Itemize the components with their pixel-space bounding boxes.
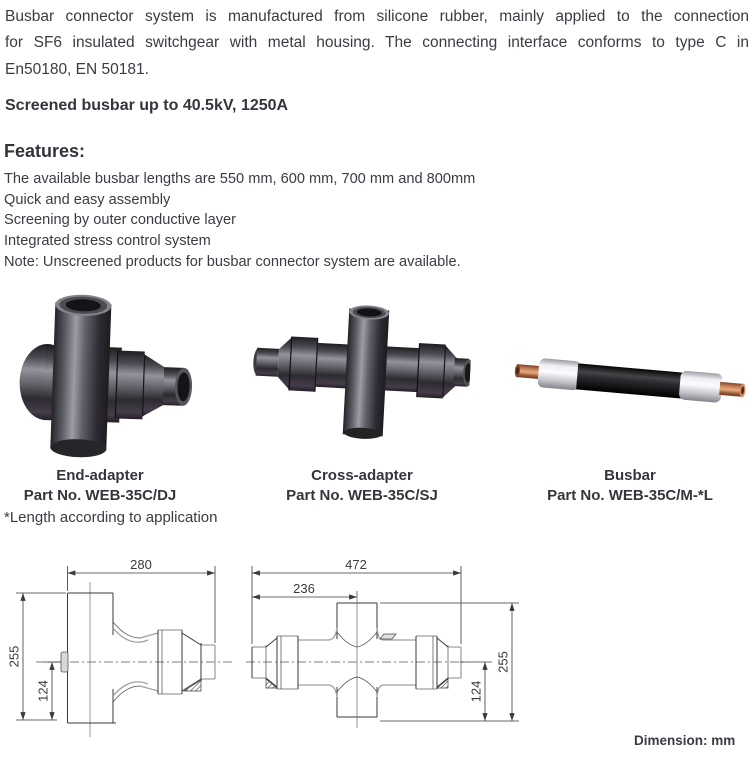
features-list	[4, 169, 475, 273]
product-part-number: Part No. WEB-35C/SJ	[286, 486, 438, 504]
product-part-number: Part No. WEB-35C/DJ	[23, 486, 177, 504]
product-part-number: Part No. WEB-35C/M-*L	[547, 486, 713, 504]
feature-item: Screening by outer conductive layer	[4, 212, 237, 229]
cross-adapter-caption	[262, 466, 462, 505]
busbar-image	[511, 346, 748, 416]
dim-label-236: 236	[293, 581, 315, 596]
intro-line: for SF6 insulated switchgear with metal housing. The connecting interface conforms to type C in	[5, 34, 749, 52]
feature-item: Integrated stress control system	[4, 233, 211, 250]
product-name: Busbar	[604, 467, 656, 484]
busbar-caption	[530, 466, 730, 505]
length-note: *Length according to application	[4, 509, 218, 526]
intro-line: Busbar connector system is manufactured from silicone rubber, mainly applied to the connection	[5, 8, 749, 25]
intro-paragraph	[5, 4, 749, 83]
dim-label-124: 124	[35, 680, 51, 702]
dim-label-255: 255	[495, 651, 511, 673]
dim-label-124: 124	[468, 680, 484, 703]
feature-item: Note: Unscreened products for busbar connector system are available.	[4, 253, 461, 270]
cross-adapter-image	[243, 297, 474, 447]
technical-drawing-cross-adapter	[246, 557, 519, 728]
feature-item: Quick and easy assembly	[4, 191, 171, 208]
feature-item: The available busbar lengths are 550 mm, 600 mm, 700 mm and 800mm	[4, 171, 476, 187]
busbar-render	[511, 346, 748, 416]
technical-drawings	[0, 545, 753, 760]
dimension-unit-note: Dimension: mm	[634, 733, 736, 748]
page-subtitle: Screened busbar up to 40.5kV, 1250A	[5, 97, 289, 114]
product-name: End-adapter	[56, 467, 144, 484]
end-adapter-image	[6, 281, 200, 463]
dim-label-280: 280	[130, 557, 152, 572]
dim-label-255: 255	[6, 645, 22, 668]
end-adapter-caption	[0, 466, 200, 505]
intro-line: En50180, EN 50181.	[5, 60, 149, 78]
dim-label-472: 472	[345, 557, 367, 572]
features-heading: Features:	[4, 141, 86, 161]
end-adapter-render	[6, 281, 200, 463]
product-name: Cross-adapter	[311, 467, 413, 484]
technical-drawing-end-adapter	[7, 557, 233, 737]
cross-adapter-render	[243, 297, 474, 447]
